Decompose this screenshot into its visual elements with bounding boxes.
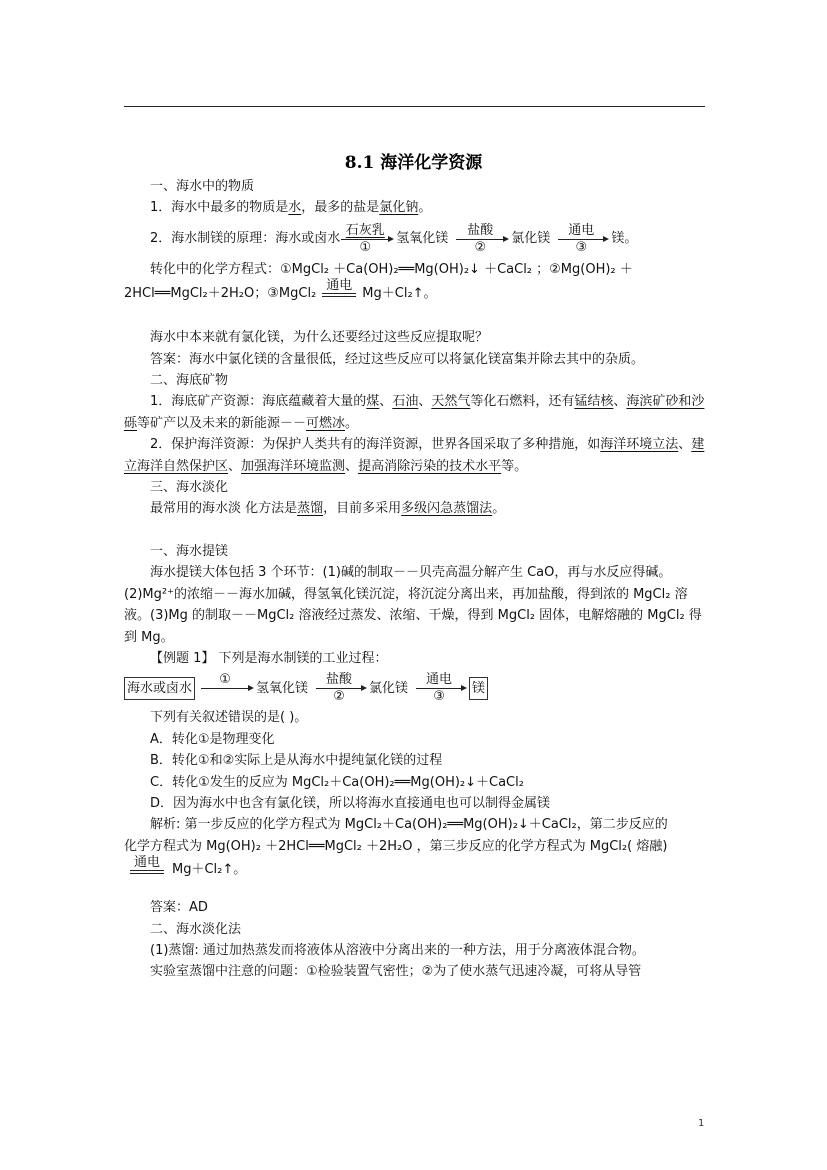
option-a: A．转化①是物理变化 bbox=[150, 731, 275, 747]
process-flow: 2．海水制镁的原理：海水或卤水 石灰乳 ① 氢氧化镁 盐酸 ② 氯化镁 通电 ③ 镁。 bbox=[150, 222, 638, 255]
reaction-arrow: 石灰乳 ① bbox=[341, 223, 389, 255]
paragraph: (1)蒸馏: 通过加热蒸发而将液体从溶液中分离出来的一种方法，用于分离液体混合物。 bbox=[150, 942, 645, 958]
paragraph: 1．海水中最多的物质是水，最多的盐是氯化钠。 bbox=[150, 200, 432, 216]
option-b: B．转化①和②实际上是从海水中提纯氯化镁的过程 bbox=[150, 753, 443, 769]
paragraph: 2．保护海洋资源：为保护人类共有的海洋资源，世界各国采取了多种措施，如海洋环境立法、建立海洋自然保护区、加强海洋环境监测、提高消除污染的技术水平等。 bbox=[124, 437, 705, 474]
equation-line: 转化中的化学方程式：①MgCl₂ ＋Ca(OH)₂══Mg(OH)₂↓ ＋CaCl₂ ；②Mg(OH)₂ ＋ bbox=[150, 261, 633, 277]
page-number: 1 bbox=[698, 1118, 705, 1129]
reaction-condition: 通电 bbox=[130, 855, 164, 886]
option-d: D．因为海水中也含有氯化镁，所以将海水直接通电也可以制得金属镁 bbox=[150, 795, 551, 811]
answer-line: 答案：海水中氯化镁的含量很低，经过这些反应可以将氯化镁富集并除去其中的杂质。 bbox=[150, 351, 645, 367]
example-heading: 【例题 1】 下列是海水制镁的工业过程： bbox=[150, 650, 388, 666]
solution-line: 解析: 第一步反应的化学方程式为 MgCl₂＋Ca(OH)₂══Mg(OH)₂↓＋CaCl₂，第二步反应的 bbox=[150, 817, 668, 833]
paragraph: 最常用的海水淡 化方法是蒸馏，目前多采用多级闪急蒸馏法。 bbox=[150, 501, 506, 517]
document-body bbox=[124, 176, 705, 983]
section-heading: 二、海底矿物 bbox=[150, 373, 229, 389]
reaction-arrow: 盐酸 ② bbox=[456, 223, 504, 255]
option-c: C．转化①发生的反应为 MgCl₂＋Ca(OH)₂══Mg(OH)₂↓＋CaCl₂ bbox=[150, 774, 524, 790]
equation-line: 2HCl══MgCl₂＋2H₂O；③MgCl₂ 通电 Mg＋Cl₂↑。 bbox=[124, 280, 705, 306]
solution-line: 通电 Mg＋Cl₂↑。 bbox=[124, 857, 705, 883]
answer-line: 答案：AD bbox=[150, 900, 208, 916]
reaction-arrow: 通电 ③ bbox=[416, 672, 462, 704]
section-heading: 一、海水提镁 bbox=[150, 543, 229, 559]
reaction-condition: 通电 bbox=[322, 278, 356, 309]
section-heading: 三、海水淡化 bbox=[150, 480, 229, 496]
reaction-arrow: 通电 ③ bbox=[558, 223, 604, 255]
reaction-arrow: 盐酸 ② bbox=[316, 672, 362, 704]
paragraph: 1．海底矿产资源：海底蕴藏着大量的煤、石油、天然气等化石燃料，还有锰结核、海滨矿砂和沙砾等矿产以及未来的新能源－－可燃冰。 bbox=[124, 394, 705, 431]
solution-line: 化学方程式为 Mg(OH)₂ ＋2HCl══MgCl₂ ＋2H₂O ，第三步反应的化学方程式为 MgCl₂( 熔融) bbox=[124, 838, 668, 854]
header-rule bbox=[124, 106, 705, 107]
reaction-arrow: ① bbox=[201, 672, 249, 704]
section-heading: 二、海水淡化法 bbox=[150, 921, 242, 937]
paragraph: 实验室蒸馏中注意的问题：①检验装置气密性；②为了使水蒸气迅速冷凝，可将从导管 bbox=[150, 964, 642, 980]
example-flow: 海水或卤水 ① 氢氧化镁 盐酸 ② 氯化镁 通电 ③ 镁 bbox=[124, 669, 705, 707]
paragraph: 海水提镁大体包括 3 个环节：(1)碱的制取－－贝壳高温分解产生 CaO，再与水反应得碱。(2)Mg²⁺的浓缩－－海水加碱，得氢氧化镁沉淀，将沉淀分离出来，再加盐酸，得到浓的 MgCl₂ 溶液。(3)Mg 的制取－－MgCl₂ 溶液经过蒸发、浓缩、干燥，得到 MgCl₂ 固体，电解熔融的 MgCl₂ 得到 Mg。 bbox=[124, 565, 702, 645]
example-question: 下列有关叙述错误的是( )。 bbox=[150, 710, 308, 726]
question-line: 海水中本来就有氯化镁，为什么还要经过这些反应提取呢？ bbox=[150, 330, 489, 346]
page-title: 8.1 海洋化学资源 bbox=[344, 153, 483, 173]
section-heading: 一、海水中的物质 bbox=[150, 179, 255, 194]
